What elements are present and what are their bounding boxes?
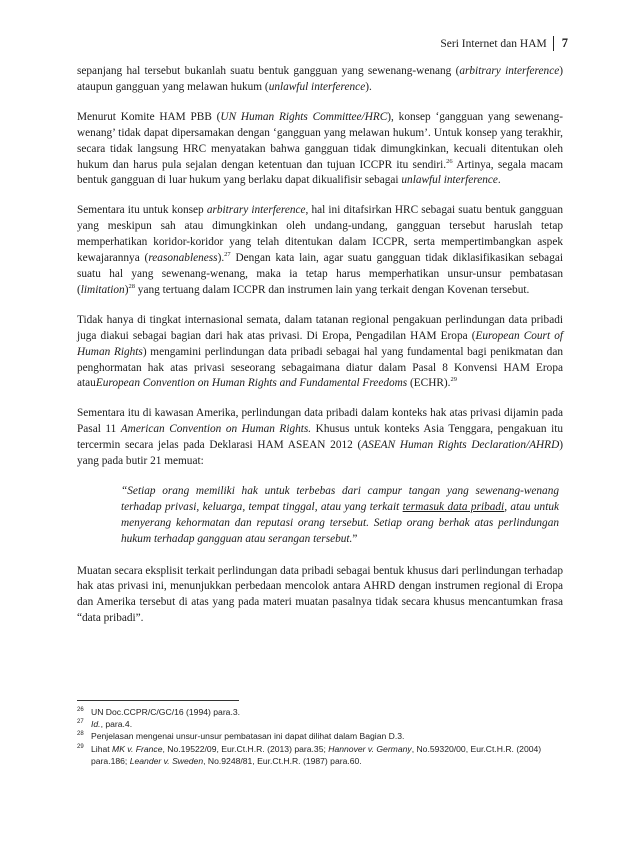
text-run: yang tertuang dalam ICCPR dan instrumen lain yang terkait dengan Kovenan tersebut. <box>134 283 530 296</box>
text-run: , No.59320/00, Eur.Ct.H.R. (2004) para.186; <box>91 743 542 766</box>
footnote-ref[interactable]: 27 <box>224 251 231 259</box>
emphasis: unlawful interference <box>268 80 366 93</box>
emphasis: unlawful interference <box>401 174 498 187</box>
text-run: ) ataupun gangguan yang melawan hukum ( <box>77 65 563 93</box>
text-run: ) mengamini perlindungan data pribadi sebagai hal yang fundamental bagi penikmatan dan penghormatan hak atas privasi seseorang sebagaimana diatur dalam Pasal 8 Konvensi HAM Eropa atau <box>77 345 563 390</box>
paragraph-2 <box>77 110 563 190</box>
text-run: , hal ini ditafsirkan HRC sebagai suatu bentuk gangguan yang meskipun sah atau dimungkinkan oleh undang-undang, gangguan tersebut haruslah tetap memperhatikan koridor-koridor yang telah ditentukan dalam ICCPR, serta mempertimbangkan aspek kewajarannya ( <box>77 204 563 265</box>
footnote-number <box>77 718 91 730</box>
main-text <box>77 64 563 641</box>
emphasis: arbitrary interference <box>459 65 560 77</box>
case-name: Hannover v. Germany <box>328 743 412 754</box>
footnote-number <box>77 743 91 767</box>
text-run: , No.19522/09, Eur.Ct.H.R. (2013) para.35; <box>162 743 329 754</box>
footnote-29 <box>77 743 567 767</box>
closing-quote: ” <box>352 532 358 545</box>
footnote-text <box>91 718 567 730</box>
text-run: Artinya, segala macam bentuk gangguan di luar hukum yang berlaku dapat dikualifisir sebagai <box>77 158 563 187</box>
footnote-separator <box>77 700 239 701</box>
footnote-ref[interactable]: 29 <box>450 376 457 384</box>
text-run: ). <box>365 80 372 93</box>
text-run: . <box>497 174 501 187</box>
text-run: Khusus untuk konteks Asia Tenggara, pengakuan itu tercermin secara jelas pada Deklarasi HAM ASEAN 2012 ( <box>77 423 564 452</box>
text-run: Sementara itu di kawasan Amerika, perlindungan data pribadi dalam konteks hak atas privasi dijamin pada Pasal 11 <box>77 407 563 436</box>
block-quote <box>77 484 563 548</box>
text-run: ). <box>217 252 225 265</box>
text-run: Lihat <box>91 743 113 754</box>
footnote-ref[interactable]: 26 <box>446 157 453 165</box>
footnote-text <box>91 706 567 718</box>
text-run: , atau untuk menyerang kehormatan dan reputasi orang tersebut. Setiap orang berhak atas perlindungan hukum terhadap gangguan atau serangan tersebut. <box>121 500 560 545</box>
case-name: Leander v. Sweden <box>129 755 204 766</box>
footnote-marker: 29 <box>77 743 84 750</box>
text-run: sepanjang hal tersebut bukanlah suatu bentuk gangguan yang sewenang-wenang ( <box>77 65 460 77</box>
header-divider <box>553 36 554 51</box>
running-header <box>440 36 568 51</box>
text-run: ) yang pada butir 21 memuat: <box>77 439 563 468</box>
text-run: , para.4. <box>100 719 133 730</box>
emphasis: limitation <box>80 283 125 296</box>
underlined-phrase: termasuk data pribadi <box>402 500 505 513</box>
paragraph-4 <box>77 313 563 393</box>
paragraph-3 <box>77 203 563 298</box>
paragraph-1 <box>77 64 563 96</box>
emphasis: ASEAN Human Rights Declaration/AHRD <box>361 439 560 452</box>
text-run: “Setiap orang memiliki hak untuk terbebas dari campur tangan yang sewenang-wenang terhadap privasi, keluarga, tempat tinggal, atau yang terkait <box>121 484 559 513</box>
footnote-26 <box>77 706 567 718</box>
emphasis: reasonableness <box>148 252 218 265</box>
text-run: Sementara itu untuk konsep <box>77 204 207 217</box>
footnote-28 <box>77 730 567 742</box>
footnote-text <box>91 743 567 767</box>
footnote-marker: 27 <box>77 719 84 726</box>
emphasis: UN Human Rights Committee/HRC <box>220 110 388 123</box>
text-run: (ECHR). <box>407 377 451 390</box>
emphasis: European Court of Human Rights <box>77 329 563 358</box>
footnote-number <box>77 730 91 742</box>
text-run: Menurut Komite HAM PBB ( <box>77 110 221 123</box>
footnote-number <box>77 706 91 718</box>
footnote-marker: 28 <box>77 731 84 738</box>
text-run: ), konsep ‘gangguan yang sewenang-wenang’ tidak dapat dipersamakan dengan ‘gangguan yang melawan hukum’. Untuk konsep yang terakhir, secara tidak langsung HRC menyatakan bahwa gangguan tidak dimungkinkan, kecuali ditentukan oleh hukum dan harus pula sejalan dengan ketentuan dan tujuan ICCPR itu sendiri. <box>77 110 563 171</box>
emphasis: European Convention on Human Rights and Fundamental Freedoms <box>95 377 408 390</box>
text-run: Penjelasan mengenai unsur-unsur pembatasan ini dapat dilihat dalam Bagian D.3. <box>91 731 405 742</box>
paragraph-5 <box>77 406 563 470</box>
footnote-27 <box>77 718 567 730</box>
text-run: Dengan kata lain, agar suatu gangguan tidak diklasifikasikan sebagai suatu hal yang sewenang-wenang, maka ia tetap harus memperhatikan unsur-unsur pembatasan ( <box>77 252 563 296</box>
case-name: MK v. France <box>112 743 163 754</box>
footnote-text <box>91 730 567 742</box>
text-run: , No.9248/81, Eur.Ct.H.R. (1987) para.60. <box>203 755 362 766</box>
emphasis: arbitrary interference <box>206 204 306 217</box>
footnote-ref[interactable]: 28 <box>128 283 135 291</box>
page-number: 7 <box>561 36 568 50</box>
emphasis: American Convention on Human Rights. <box>120 423 312 436</box>
text-run: UN Doc.CCPR/C/GC/16 (1994) para.3. <box>91 707 241 717</box>
series-title: Seri Internet dan HAM <box>440 37 547 50</box>
footnote-marker: 26 <box>77 707 84 714</box>
footnotes <box>77 706 567 767</box>
text-run: Tidak hanya di tingkat internasional semata, dalam tatanan regional pengakuan perlindungan data pribadi juga diakui sebagai bagian dari hak atas privasi. Di Eropa, Pengadilan HAM Eropa ( <box>77 313 563 342</box>
text-run: ) <box>124 283 129 296</box>
case-name: Id. <box>91 719 101 730</box>
paragraph-6: Muatan secara eksplisit terkait perlindungan data pribadi sebagai bentuk khusus dari perlindungan terhadap hak atas privasi ini, menunjukkan perbedaan mencolok antara AHRD dengan instrumen regional di Eropa dan Amerika tersebut di atas yang pada materi muatan pasalnya tidak secara khusus mencantumkan frasa “data pribadi”. <box>77 564 563 625</box>
